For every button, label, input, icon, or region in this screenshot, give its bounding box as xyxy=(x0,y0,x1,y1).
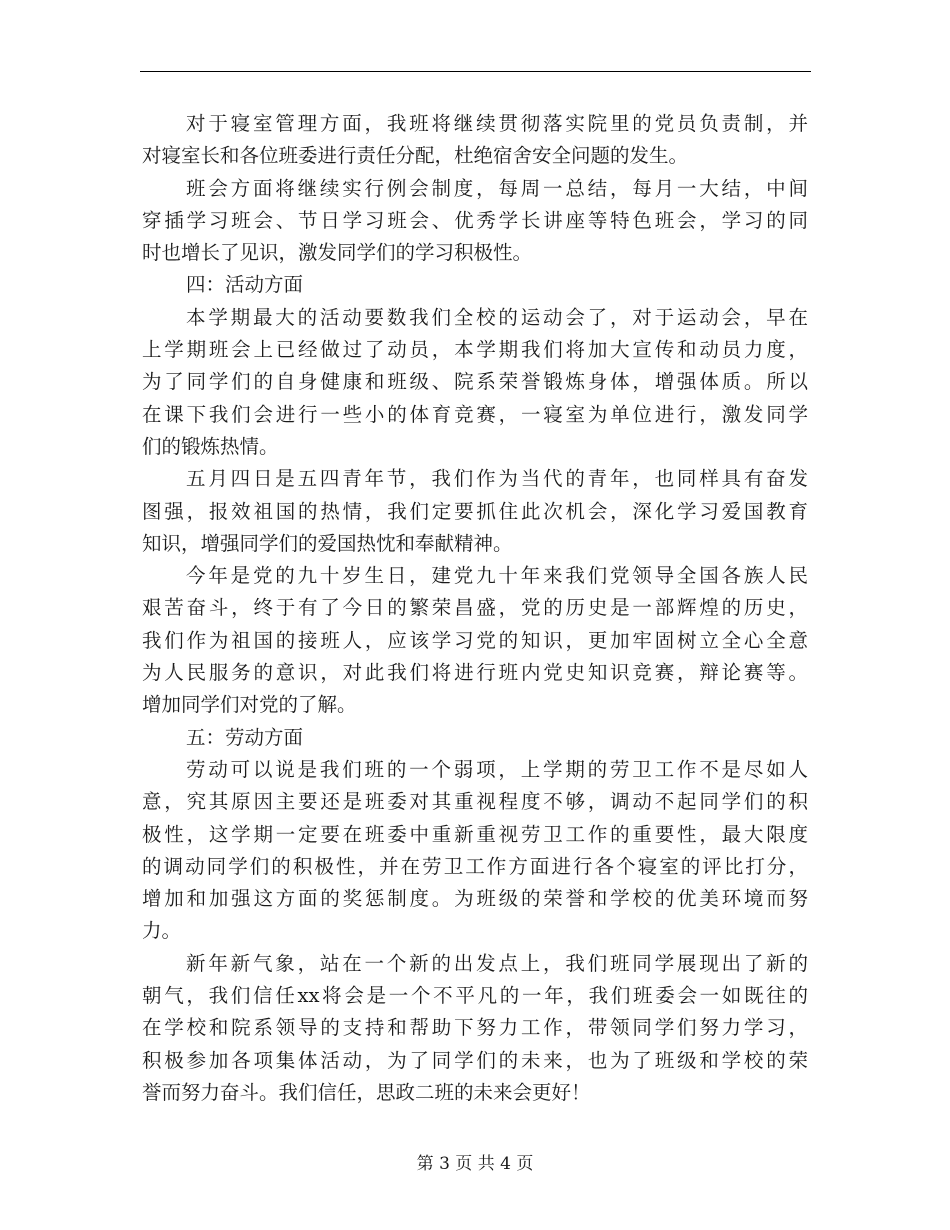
paragraph-line: 增加和加强这方面的奖惩制度。为班级的荣誉和学校的优美环境而努 xyxy=(142,887,808,911)
paragraph-line: 五：劳动方面 xyxy=(186,725,304,749)
paragraph-line: 朝气，我们信任xx将会是一个不平凡的一年，我们班委会一如既往的 xyxy=(142,984,808,1008)
paragraph-line: 积极参加各项集体活动，为了同学们的未来，也为了班级和学校的荣 xyxy=(142,1048,808,1072)
paragraph-line: 知识，增强同学们的爱国热忱和奉献精神。 xyxy=(142,531,513,555)
paragraph xyxy=(142,302,808,463)
paragraph-line: 穿插学习班会、节日学习班会、优秀学长讲座等特色班会，学习的同 xyxy=(142,208,808,232)
paragraph-line: 今年是党的九十岁生日，建党九十年来我们党领导全国各族人民 xyxy=(186,564,808,588)
paragraph-line: 时也增长了见识，激发同学们的学习积极性。 xyxy=(142,241,533,265)
paragraph-line: 极性，这学期一定要在班委中重新重视劳卫工作的重要性，最大限度 xyxy=(142,822,808,846)
paragraph xyxy=(142,754,808,948)
paragraph xyxy=(142,108,808,173)
paragraph-line: 劳动可以说是我们班的一个弱项，上学期的劳卫工作不是尽如人 xyxy=(186,757,808,781)
paragraph-line: 四：活动方面 xyxy=(186,273,304,297)
paragraph-line: 班会方面将继续实行例会制度，每周一总结，每月一大结，中间 xyxy=(186,176,808,200)
paragraph-line: 对寝室长和各位班委进行责任分配，杜绝宿舍安全问题的发生。 xyxy=(142,144,689,168)
paragraph-line: 在课下我们会进行一些小的体育竞赛，一寝室为单位进行，激发同学 xyxy=(142,402,808,426)
paragraph-line: 誉而努力奋斗。我们信任，思政二班的未来会更好！ xyxy=(142,1080,591,1104)
page-number: 第 3 页 共 4 页 xyxy=(416,1154,534,1174)
paragraph-line: 力。 xyxy=(142,919,182,943)
paragraph xyxy=(142,463,808,560)
paragraph-line: 在学校和院系领导的支持和帮助下努力工作，带领同学们努力学习， xyxy=(142,1016,808,1040)
paragraph xyxy=(142,560,808,721)
paragraph xyxy=(142,269,808,301)
paragraph xyxy=(142,948,808,1109)
paragraph-line: 为了同学们的自身健康和班级、院系荣誉锻炼身体，增强体质。所以 xyxy=(142,370,808,394)
paragraph xyxy=(142,722,808,754)
paragraph-line: 艰苦奋斗，终于有了今日的繁荣昌盛，党的历史是一部辉煌的历史， xyxy=(142,596,808,620)
paragraph-line: 意，究其原因主要还是班委对其重视程度不够，调动不起同学们的积 xyxy=(142,790,808,814)
paragraph-line: 上学期班会上已经做过了动员，本学期我们将加大宣传和动员力度， xyxy=(142,338,808,362)
paragraph-line: 的调动同学们的积极性，并在劳卫工作方面进行各个寝室的评比打分， xyxy=(142,854,808,878)
paragraph-line: 图强，报效祖国的热情，我们定要抓住此次机会，深化学习爱国教育 xyxy=(142,499,808,523)
paragraph xyxy=(142,173,808,270)
document-body xyxy=(142,108,808,1109)
paragraph-line: 增加同学们对党的了解。 xyxy=(142,693,357,717)
paragraph-line: 本学期最大的活动要数我们全校的运动会了，对于运动会，早在 xyxy=(186,305,808,329)
paragraph-line: 五月四日是五四青年节，我们作为当代的青年，也同样具有奋发 xyxy=(186,467,808,491)
paragraph-line: 我们作为祖国的接班人，应该学习党的知识，更加牢固树立全心全意 xyxy=(142,628,808,652)
paragraph-line: 为人民服务的意识，对此我们将进行班内党史知识竞赛，辩论赛等。 xyxy=(142,661,808,685)
paragraph-line: 对于寝室管理方面，我班将继续贯彻落实院里的党员负责制，并 xyxy=(186,112,808,135)
paragraph-line: 们的锻炼热情。 xyxy=(142,434,279,458)
paragraph-line: 新年新气象，站在一个新的出发点上，我们班同学展现出了新的 xyxy=(186,951,808,975)
header-rule xyxy=(140,71,811,72)
